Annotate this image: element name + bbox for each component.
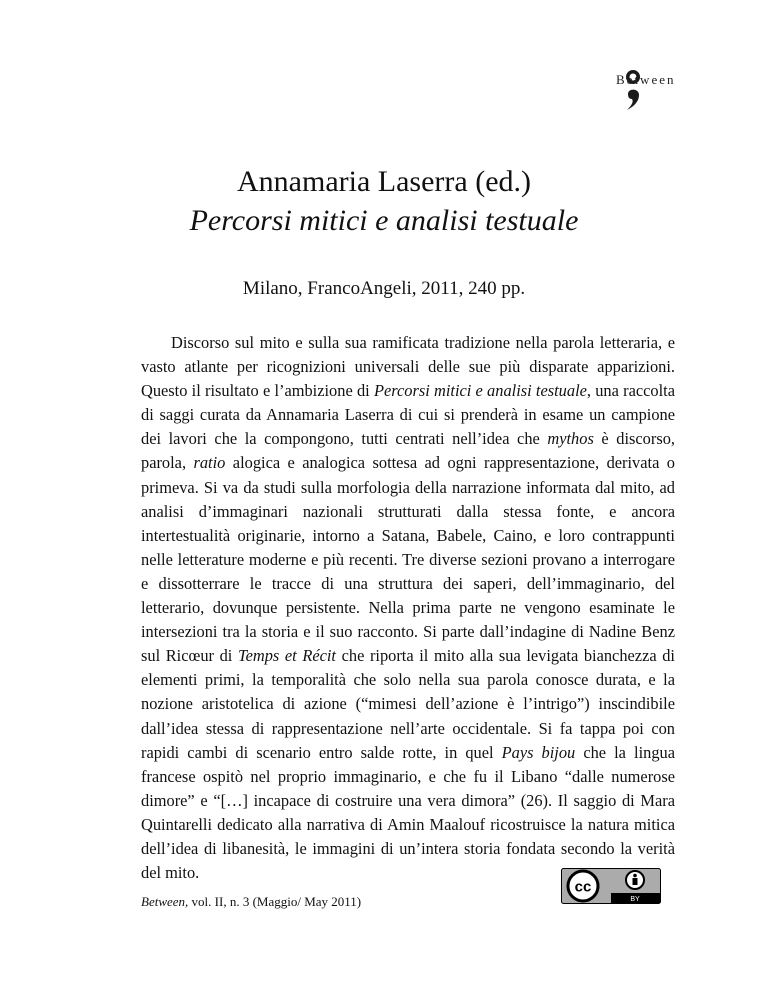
logo-text: Between bbox=[616, 72, 676, 87]
journal-logo bbox=[616, 68, 696, 112]
italic-book-title: Percorsi mitici e analisi testuale bbox=[373, 381, 587, 401]
body-text-segment: Discorso sul mito e sulla sua ramificata tradizione nella parola letteraria, e vasto atlante per ricognizioni universali delle sue più disparate apparizioni. Questo il risultato e l’ambizione di bbox=[141, 333, 675, 401]
publication-info: Milano, FrancoAngeli, 2011, 240 pp. bbox=[242, 278, 526, 299]
by-label: BY bbox=[630, 896, 640, 903]
review-title: Annamaria Laserra (ed.) bbox=[237, 165, 531, 198]
body-text-segment: che la lingua francese ospitò nel proprio immaginario, e che fu il Libano “dalle numerose dimore” e “[…] incapace di costruire una vera dimora” (26). Il saggio di Mara Quintarelli dedicato alla narrativa di Amin Maalouf ricostruisce la natura mitica dell’idea di libanesità, le immagini di un’intera storia fondata secondo la verità del mito. bbox=[141, 742, 675, 883]
review-body bbox=[141, 331, 675, 885]
body-text-segment: è discorso, parola, bbox=[141, 429, 675, 473]
cc-by-license-icon bbox=[561, 868, 661, 904]
footer-citation bbox=[141, 894, 361, 910]
italic-term: Pays bijou bbox=[501, 742, 576, 762]
footer-issue: vol. II, n. 3 (Maggio/ May 2011) bbox=[188, 894, 362, 909]
italic-term: ratio bbox=[193, 453, 226, 473]
footer-journal-name: Between, bbox=[141, 894, 189, 909]
body-text-segment: , una raccolta di saggi curata da Annamaria Laserra di cui si prenderà in esame un campione dei lavori che la compongono, tutti centrati nell’idea che bbox=[141, 381, 675, 449]
body-text-segment: che riporta il mito alla sua levigata bianchezza di elementi primi, la temporalità che solo nella sua parola conosce durata, e la nozione aristotelica di azione (“mimesi dell’azione è l’intrigo”) inscindibile dall’idea stessa di rappresentazione nell’arte occidentale. Si fa tappa poi con rapidi cambi di scenario entro salde rotte, in quel bbox=[141, 646, 675, 762]
body-text-segment: alogica e analogica sottesa ad ogni rappresentazione, derivata o primeva. Si va da studi sulla morfologia della narrazione informata dal mito, ad analisi d’immaginari nazionali strutturati dalla stessa fonte, e ancora intertestualità originarie, intorno a Satana, Babele, Caino, e loro contrappunti nelle letterature moderne e più recenti. Tre diverse sezioni provano a interrogare e dissotterrare le tracce di una struttura dei saperi, dell’immaginario, del letterario, dovunque persistente. Nella prima parte ne vengono esaminate le intersezioni tra la storia e il suo racconto. Si parte dall’indagine di Nadine Benz sul Ricœur di bbox=[141, 453, 675, 666]
italic-work-title: Temps et Récit bbox=[237, 646, 336, 666]
cc-label: cc bbox=[574, 878, 592, 896]
book-title: Percorsi mitici e analisi testuale bbox=[189, 204, 579, 237]
italic-term: mythos bbox=[547, 429, 594, 449]
